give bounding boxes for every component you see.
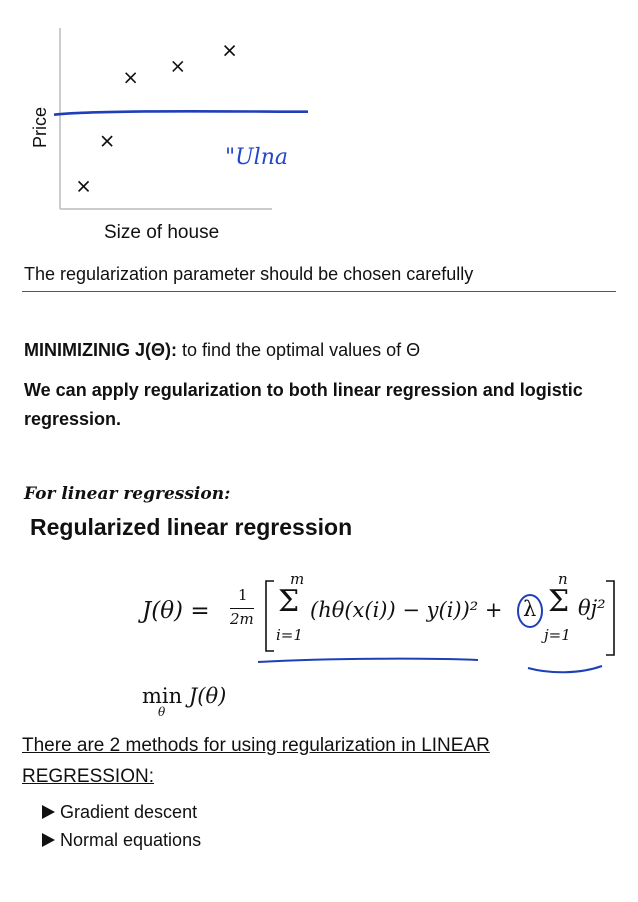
x-axis-label: Size of house [104,222,220,243]
list-item-label: Normal equations [60,829,202,850]
sum2-top: n [558,570,568,588]
minimize-label: MINIMIZINIG J(Θ): [24,340,177,360]
cost-formula [130,570,630,700]
apply-paragraph: We can apply regularization to both linear regression and logistic regression. [24,380,583,429]
list-item [42,798,201,826]
data-point-marker [126,73,136,83]
data-point-marker [102,136,112,146]
minimize-line [24,340,420,361]
sum1-top: m [290,570,305,588]
min-subscript: θ [158,705,166,719]
formula-body: (hθ(x(i)) − y(i))² + [310,598,503,622]
lambda: λ [523,597,537,621]
subheading: For linear regression: [24,484,231,504]
min-expression [142,684,227,719]
data-point-marker [173,61,183,71]
sum2-symbol: Σ [548,584,570,619]
section-heading: Regularized linear regression [30,514,353,540]
sum2-bot: j=1 [544,626,571,644]
y-axis-label: Price [30,106,50,148]
arrow-bullet-icon [42,833,55,847]
divider [22,291,616,292]
methods-list [42,798,201,854]
list-item [42,826,201,854]
caption: The regularization parameter should be chosen carefully [24,264,474,284]
data-point-marker [225,46,235,56]
frac-num: 1 [238,586,248,604]
price-size-chart [0,0,320,250]
theta-squared: θj² [578,596,606,620]
min-argument: J(θ) [188,684,227,708]
fit-line [54,111,308,114]
handwritten-annotation: "Ulna [225,145,288,170]
methods-paragraph: There are 2 methods for using regularization in LINEAR REGRESSION: [22,735,490,787]
frac-den: 2m [230,610,254,628]
arrow-bullet-icon [42,805,55,819]
minimize-text: to find the optimal values of Θ [176,340,421,360]
min-word: min [142,684,183,708]
sum1-bot: i=1 [276,626,303,644]
handwritten-underlines [130,570,630,700]
data-point-marker [79,181,89,191]
list-item-label: Gradient descent [60,801,198,822]
sum1-symbol: Σ [278,584,300,619]
formula-lhs: J(θ) = [142,598,210,624]
